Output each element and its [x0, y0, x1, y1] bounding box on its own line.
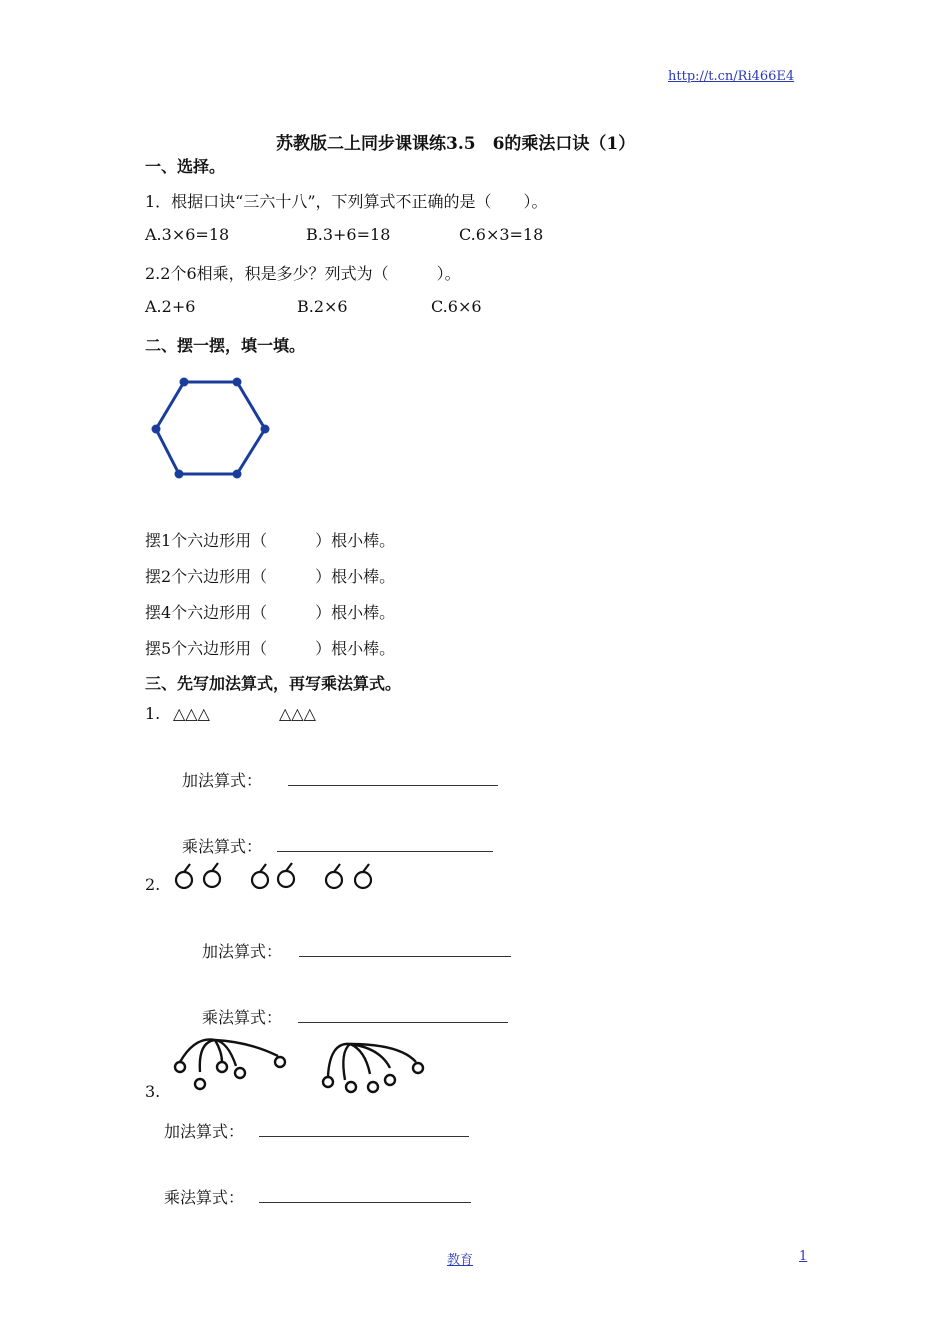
apple-icon	[278, 863, 294, 887]
item1-triangles-a: △△△	[173, 704, 210, 723]
item1-mul-label: 乘法算式：	[182, 837, 263, 856]
item3-add-answer-line[interactable]	[259, 1122, 469, 1137]
item2-add-answer-line[interactable]	[299, 942, 511, 957]
hexagon-outline	[156, 382, 265, 474]
item3-add-label: 加法算式：	[164, 1122, 245, 1141]
q1-option-a: A.3×6=18	[145, 225, 230, 244]
item1-triangles-b: △△△	[279, 704, 316, 723]
hexagon-vertex	[180, 378, 189, 387]
item1-number: 1.	[145, 704, 161, 723]
apple-icon	[355, 864, 371, 888]
apple-icon	[326, 864, 342, 888]
hexagon-figure	[150, 375, 275, 485]
item2-mul-answer-line[interactable]	[298, 1008, 508, 1023]
apple-icon	[176, 864, 192, 888]
q2-option-c: C.6×6	[431, 297, 482, 316]
hexagon-vertex	[233, 378, 242, 387]
item3-mul-answer-line[interactable]	[259, 1188, 471, 1203]
hexagon-vertex	[152, 425, 161, 434]
question-1: 1．根据口诀“三六十八”，下列算式不正确的是（ ）。	[145, 192, 548, 211]
footer-link[interactable]: 教育	[447, 1253, 474, 1268]
section1-heading: 一、选择。	[145, 157, 226, 176]
item2-number: 2.	[145, 875, 161, 894]
fruit-bunches-figure	[170, 1032, 430, 1102]
q1-option-b: B.3+6=18	[306, 225, 391, 244]
apples-figure	[170, 860, 380, 894]
page-number[interactable]: 1	[799, 1249, 808, 1264]
item1-add-answer-line[interactable]	[288, 771, 498, 786]
question-2: 2.2个6相乘，积是多少？列式为（ ）。	[145, 264, 461, 283]
hexagon-vertex	[261, 425, 270, 434]
fill-line-2: 摆2个六边形用（ ）根小棒。	[145, 567, 396, 586]
section3-heading: 三、先写加法算式，再写乘法算式。	[145, 674, 402, 693]
section2-heading: 二、摆一摆，填一填。	[145, 336, 306, 355]
item1-add-label: 加法算式：	[182, 771, 263, 790]
header-url-link[interactable]: http://t.cn/Ri466E4	[668, 69, 795, 84]
item3-mul-label: 乘法算式：	[164, 1188, 245, 1207]
item1-mul-answer-line[interactable]	[277, 837, 493, 852]
q2-option-b: B.2×6	[297, 297, 348, 316]
item2-add-label: 加法算式：	[202, 942, 283, 961]
fruit-bunch-icon	[323, 1044, 423, 1092]
hexagon-vertex	[175, 470, 184, 479]
q1-option-c: C.6×3=18	[459, 225, 544, 244]
item2-mul-label: 乘法算式：	[202, 1008, 283, 1027]
page-title: 苏教版二上同步课课练3.5 6的乘法口诀（1）	[276, 134, 636, 154]
fill-line-4: 摆5个六边形用（ ）根小棒。	[145, 639, 396, 658]
fill-line-3: 摆4个六边形用（ ）根小棒。	[145, 603, 396, 622]
hexagon-vertex	[233, 470, 242, 479]
fill-line-1: 摆1个六边形用（ ）根小棒。	[145, 531, 396, 550]
apple-icon	[204, 863, 220, 887]
fruit-bunch-icon	[175, 1039, 285, 1089]
q2-option-a: A.2+6	[145, 297, 196, 316]
apple-icon	[252, 864, 268, 888]
item3-number: 3.	[145, 1082, 161, 1101]
